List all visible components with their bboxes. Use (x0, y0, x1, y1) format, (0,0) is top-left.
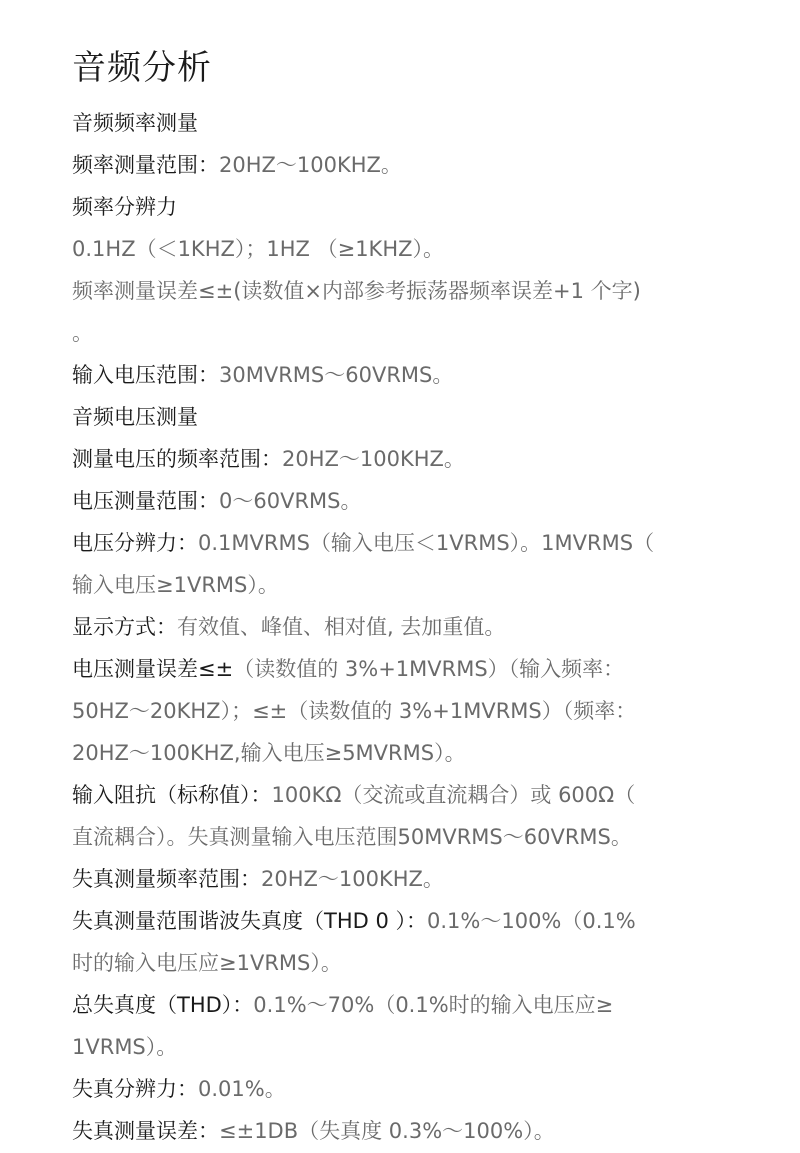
spec-value: 100KΩ（交流或直流耦合）或 600Ω（ (271, 783, 636, 807)
spec-value: 50HZ～20KHZ）；≤±（读数值的 3%+1MVRMS）（频率： (72, 699, 637, 723)
spec-value: 输入电压≥1VRMS）。 (72, 573, 279, 597)
spec-label: 频率测量范围： (72, 153, 219, 177)
spec-value: 。 (72, 321, 93, 345)
spec-value: 1VRMS）。 (72, 1035, 178, 1059)
text-line (72, 984, 728, 1026)
spec-label: 电压分辨力： (72, 531, 198, 555)
text-line (72, 1110, 728, 1152)
text-line (72, 1068, 728, 1110)
spec-label: 输入电压范围： (72, 363, 219, 387)
spec-label: 显示方式： (72, 615, 177, 639)
text-line (72, 312, 728, 354)
spec-label: 频率分辨力 (72, 195, 177, 219)
text-line (72, 480, 728, 522)
spec-label: 失真测量误差： (72, 1119, 219, 1143)
spec-label: 失真分辨力： (72, 1077, 198, 1101)
text-line (72, 522, 728, 564)
spec-value: 20HZ～100KHZ,输入电压≥5MVRMS）。 (72, 741, 466, 765)
spec-label: 输入阻抗（标称值）： (72, 783, 272, 807)
text-line (72, 900, 728, 942)
text-line (72, 648, 728, 690)
page-title: 音频分析 (72, 48, 212, 88)
spec-value: 0.1MVRMS（输入电压＜1VRMS）。1MVRMS（ (198, 531, 655, 555)
spec-label: 电压测量误差≤± (72, 657, 234, 681)
spec-value: 直流耦合）。失真测量输入电压范围50MVRMS～60VRMS。 (72, 825, 632, 849)
spec-value: 频率测量误差≤±(读数值×内部参考振荡器频率误差+1 个字) (72, 279, 641, 303)
spec-value: 0.1%～100%（0.1% (427, 909, 636, 933)
text-line (72, 858, 728, 900)
spec-label: 音频电压测量 (72, 405, 198, 429)
spec-label: 测量电压的频率范围： (72, 447, 282, 471)
spec-value: （读数值的 3%+1MVRMS）（输入频率： (233, 657, 625, 681)
spec-label: 电压测量范围： (72, 489, 219, 513)
text-line (72, 816, 728, 858)
text-line (72, 606, 728, 648)
spec-value: 30MVRMS～60VRMS。 (219, 363, 454, 387)
text-line (72, 438, 728, 480)
spec-label: 音频频率测量 (72, 111, 198, 135)
spec-label: 失真测量范围谐波失真度（THD 0 ）： (72, 909, 427, 933)
spec-value: 20HZ～100KHZ。 (282, 447, 465, 471)
text-line (72, 228, 728, 270)
spec-value: 0.01%。 (198, 1077, 286, 1101)
text-line (72, 732, 728, 774)
spec-value: 有效值、峰值、相对值, 去加重值。 (177, 615, 506, 639)
text-line (72, 774, 728, 816)
spec-value: 时的输入电压应≥1VRMS）。 (72, 951, 342, 975)
spec-value: ≤±1DB（失真度 0.3%～100%）。 (219, 1119, 555, 1143)
spec-value: 0～60VRMS。 (219, 489, 362, 513)
text-line (72, 942, 728, 984)
text-line (72, 396, 728, 438)
text-line (72, 186, 728, 228)
spec-label: 总失真度（THD）： (72, 993, 254, 1017)
text-line (72, 690, 728, 732)
spec-value: 20HZ～100KHZ。 (261, 867, 444, 891)
spec-value: 0.1HZ（＜1KHZ）；1HZ （≥1KHZ）。 (72, 237, 445, 261)
spec-text-block (72, 102, 728, 1152)
text-line (72, 270, 728, 312)
text-line (72, 1026, 728, 1068)
text-line (72, 102, 728, 144)
spec-label: 失真测量频率范围： (72, 867, 261, 891)
text-line (72, 564, 728, 606)
spec-value: 0.1%～70%（0.1%时的输入电压应≥ (253, 993, 614, 1017)
spec-value: 20HZ～100KHZ。 (219, 153, 402, 177)
text-line (72, 354, 728, 396)
text-line (72, 144, 728, 186)
